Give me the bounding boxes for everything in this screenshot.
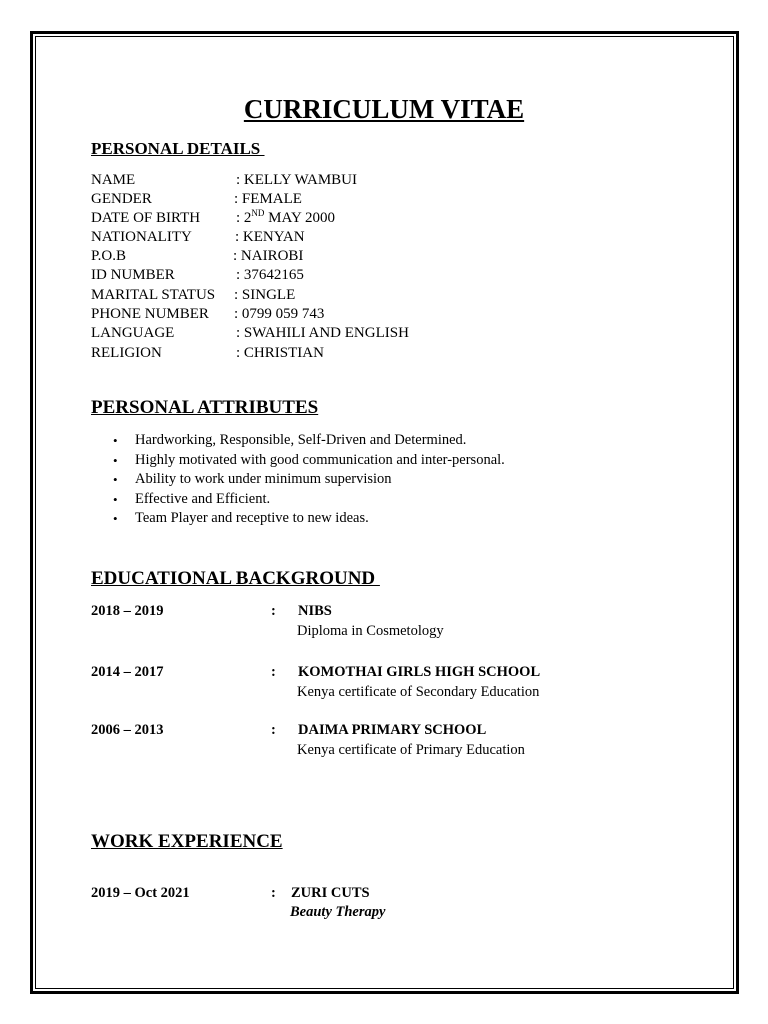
- education-separator: :: [271, 603, 276, 619]
- education-separator: :: [271, 722, 276, 738]
- bullet-icon: •: [113, 511, 118, 526]
- education-qualification: Kenya certificate of Secondary Education: [297, 684, 540, 700]
- list-item: [113, 431, 505, 451]
- attribute-text: Team Player and receptive to new ideas.: [135, 510, 369, 526]
- education-qualification: Kenya certificate of Primary Education: [297, 742, 525, 758]
- bullet-icon: •: [113, 491, 118, 507]
- attribute-text: Ability to work under minimum supervision: [135, 471, 392, 487]
- work-experience-heading: WORK EXPERIENCE: [91, 831, 283, 852]
- education-heading: EDUCATIONAL BACKGROUND: [91, 568, 380, 589]
- detail-value: : SINGLE: [234, 287, 296, 303]
- attribute-text: Hardworking, Responsible, Self-Driven and Determined.: [135, 432, 467, 448]
- detail-value: : KELLY WAMBUI: [236, 172, 357, 188]
- work-separator: :: [271, 885, 276, 901]
- detail-value: : SWAHILI AND ENGLISH: [236, 325, 409, 341]
- education-qualification: Diploma in Cosmetology: [297, 623, 444, 639]
- work-employer: ZURI CUTS: [291, 885, 370, 901]
- education-institution: NIBS: [298, 603, 332, 619]
- detail-label: PHONE NUMBER: [91, 306, 209, 322]
- detail-label: GENDER: [91, 191, 152, 207]
- dob-ordinal-suffix: ND: [251, 208, 265, 218]
- detail-label: MARITAL STATUS: [91, 287, 216, 303]
- work-period: 2019 – Oct 2021: [91, 885, 190, 901]
- detail-label: LANGUAGE: [91, 325, 175, 341]
- attribute-text: Highly motivated with good communication and inter-personal.: [135, 451, 505, 468]
- list-item: [113, 490, 505, 510]
- detail-label: RELIGION: [91, 345, 162, 361]
- detail-value: : 37642165: [236, 267, 304, 283]
- detail-label: NATIONALITY: [91, 229, 192, 245]
- education-institution: DAIMA PRIMARY SCHOOL: [298, 722, 487, 738]
- dob-suffix: MAY 2000: [264, 210, 335, 226]
- attributes-list: [113, 431, 505, 529]
- detail-value: : CHRISTIAN: [236, 345, 324, 361]
- work-role: Beauty Therapy: [290, 904, 386, 920]
- personal-attributes-heading: PERSONAL ATTRIBUTES: [91, 397, 319, 418]
- detail-label: ID NUMBER: [91, 267, 175, 283]
- list-item: [113, 451, 505, 471]
- bullet-icon: •: [113, 433, 118, 448]
- detail-label: NAME: [91, 172, 136, 188]
- education-years: 2018 – 2019: [91, 603, 164, 619]
- detail-value: : FEMALE: [234, 191, 302, 207]
- dob-prefix: : 2: [236, 210, 252, 226]
- detail-label: DATE OF BIRTH: [91, 210, 201, 226]
- education-years: 2006 – 2013: [91, 722, 164, 738]
- bullet-icon: •: [113, 452, 118, 468]
- education-separator: :: [271, 664, 276, 680]
- personal-details-heading: PERSONAL DETAILS: [91, 139, 265, 158]
- document-title: CURRICULUM VITAE: [243, 94, 525, 124]
- detail-value: : KENYAN: [235, 229, 305, 245]
- detail-value: : NAIROBI: [233, 248, 304, 264]
- detail-value: : 0799 059 743: [234, 306, 325, 322]
- attribute-text: Effective and Efficient.: [135, 490, 271, 507]
- list-item: [113, 470, 505, 490]
- detail-label: P.O.B: [91, 248, 127, 264]
- list-item: [113, 509, 505, 529]
- education-years: 2014 – 2017: [91, 664, 164, 680]
- bullet-icon: •: [113, 472, 118, 487]
- detail-value: [236, 209, 335, 228]
- education-institution: KOMOTHAI GIRLS HIGH SCHOOL: [298, 664, 541, 680]
